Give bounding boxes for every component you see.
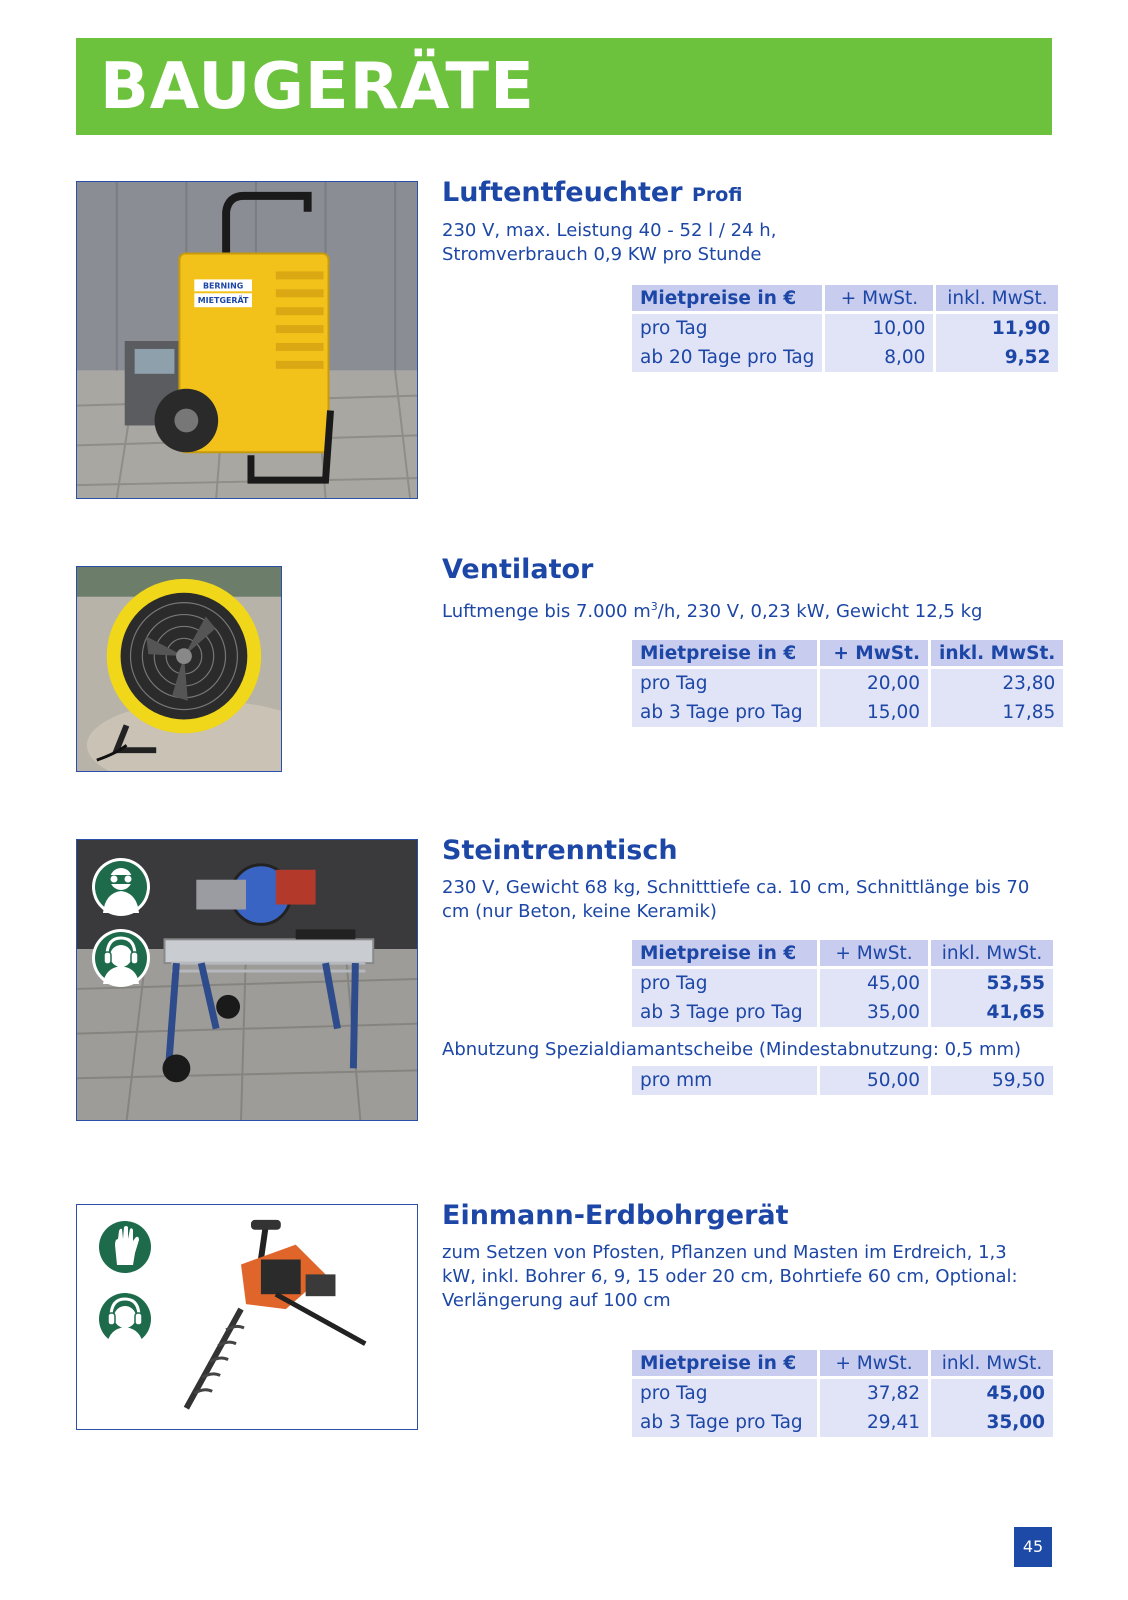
price-gross: 17,85	[931, 698, 1063, 727]
price-period: pro mm	[632, 1066, 820, 1095]
price-header-gross: inkl. MwSt.	[931, 940, 1053, 969]
eye-protection-icon	[91, 857, 151, 917]
product-title-fan: Ventilator	[442, 554, 594, 585]
price-net: 35,00	[820, 998, 931, 1027]
price-net: 50,00	[820, 1066, 931, 1095]
price-gross: 9,52	[936, 343, 1058, 372]
product-title-dehumidifier	[442, 178, 742, 208]
price-period: pro Tag	[632, 314, 825, 343]
price-table-stone-cutter	[632, 940, 1053, 1027]
price-gross: 53,55	[931, 969, 1053, 998]
ear-protection-icon	[95, 1289, 155, 1349]
price-net: 29,41	[820, 1408, 931, 1437]
price-header-gross: inkl. MwSt.	[931, 1350, 1053, 1379]
price-header-label: Mietpreise in €	[632, 285, 825, 314]
price-row	[632, 998, 1053, 1027]
price-gross: 41,65	[931, 998, 1053, 1027]
price-net: 20,00	[820, 669, 931, 698]
price-net: 10,00	[825, 314, 936, 343]
price-header-gross: inkl. MwSt.	[936, 285, 1058, 314]
price-table-dehumidifier	[632, 285, 1058, 372]
superscript-3: 3	[650, 600, 658, 613]
price-row	[632, 1408, 1053, 1437]
price-header-net: + MwSt.	[820, 940, 931, 969]
price-row	[632, 343, 1058, 372]
product-title-text: Luftentfeuchter	[442, 177, 683, 208]
product-title-stone-cutter: Steintrenntisch	[442, 835, 678, 866]
glove-protection-icon	[95, 1217, 155, 1277]
rental-label: MIETGERÄT	[197, 296, 249, 306]
dehumidifier-photo	[76, 181, 418, 499]
price-gross: 35,00	[931, 1408, 1053, 1437]
price-net: 8,00	[825, 343, 936, 372]
price-header-net: + MwSt.	[820, 1350, 931, 1379]
description-text: Luftmenge bis 7.000 m	[442, 601, 651, 622]
price-period: ab 3 Tage pro Tag	[632, 1408, 820, 1437]
price-row	[632, 969, 1053, 998]
price-period: pro Tag	[632, 969, 820, 998]
product-title-earth-auger: Einmann-Erdbohrgerät	[442, 1200, 789, 1231]
price-net: 45,00	[820, 969, 931, 998]
description-text: /h, 230 V, 0,23 kW, Gewicht 12,5 kg	[657, 601, 983, 622]
product-description	[442, 595, 1052, 624]
price-period: ab 20 Tage pro Tag	[632, 343, 825, 372]
product-title-suffix: Profi	[691, 184, 743, 206]
price-gross: 23,80	[931, 669, 1063, 698]
price-header-net: + MwSt.	[825, 285, 936, 314]
wear-note: Abnutzung Spezialdiamantscheibe (Mindestabnutzung: 0,5 mm)	[442, 1039, 1022, 1060]
price-row	[632, 1066, 1053, 1095]
price-period: pro Tag	[632, 1379, 820, 1408]
price-row	[632, 1379, 1053, 1408]
price-period: pro Tag	[632, 669, 820, 698]
price-gross: 11,90	[936, 314, 1058, 343]
product-description: 230 V, Gewicht 68 kg, Schnitttiefe ca. 10 cm, Schnittlänge bis 70 cm (nur Beton, keine Keramik)	[442, 877, 1030, 922]
price-gross: 45,00	[931, 1379, 1053, 1408]
earth-auger-photo	[76, 1204, 418, 1430]
price-header-net: + MwSt.	[820, 640, 931, 669]
fan-photo	[76, 566, 282, 772]
price-header-label: Mietpreise in €	[632, 640, 820, 669]
price-period: ab 3 Tage pro Tag	[632, 998, 820, 1027]
brand-label: BERNING	[202, 281, 244, 291]
stone-cutter-photo	[76, 839, 418, 1121]
product-description: zum Setzen von Pfosten, Pflanzen und Masten im Erdreich, 1,3 kW, inkl. Bohrer 6, 9, 15 oder 20 cm, Bohrtiefe 60 cm, Optional: Verlängerung auf 100 cm	[442, 1242, 1018, 1311]
price-row	[632, 314, 1058, 343]
page-number: 45	[1014, 1527, 1052, 1567]
header-banner	[76, 38, 1052, 135]
price-row	[632, 698, 1063, 727]
price-net: 37,82	[820, 1379, 931, 1408]
price-header-gross: inkl. MwSt.	[931, 640, 1063, 669]
price-table-wear	[632, 1066, 1053, 1095]
price-header-label: Mietpreise in €	[632, 1350, 820, 1379]
price-gross: 59,50	[931, 1066, 1053, 1095]
price-row	[632, 669, 1063, 698]
ear-protection-icon	[91, 928, 151, 988]
price-period: ab 3 Tage pro Tag	[632, 698, 820, 727]
product-description: 230 V, max. Leistung 40 - 52 l / 24 h, Stromverbrauch 0,9 KW pro Stunde	[442, 220, 777, 265]
price-header-label: Mietpreise in €	[632, 940, 820, 969]
page-title: BAUGERÄTE	[100, 50, 535, 124]
price-net: 15,00	[820, 698, 931, 727]
price-table-earth-auger	[632, 1350, 1053, 1437]
price-table-fan	[632, 640, 1063, 727]
